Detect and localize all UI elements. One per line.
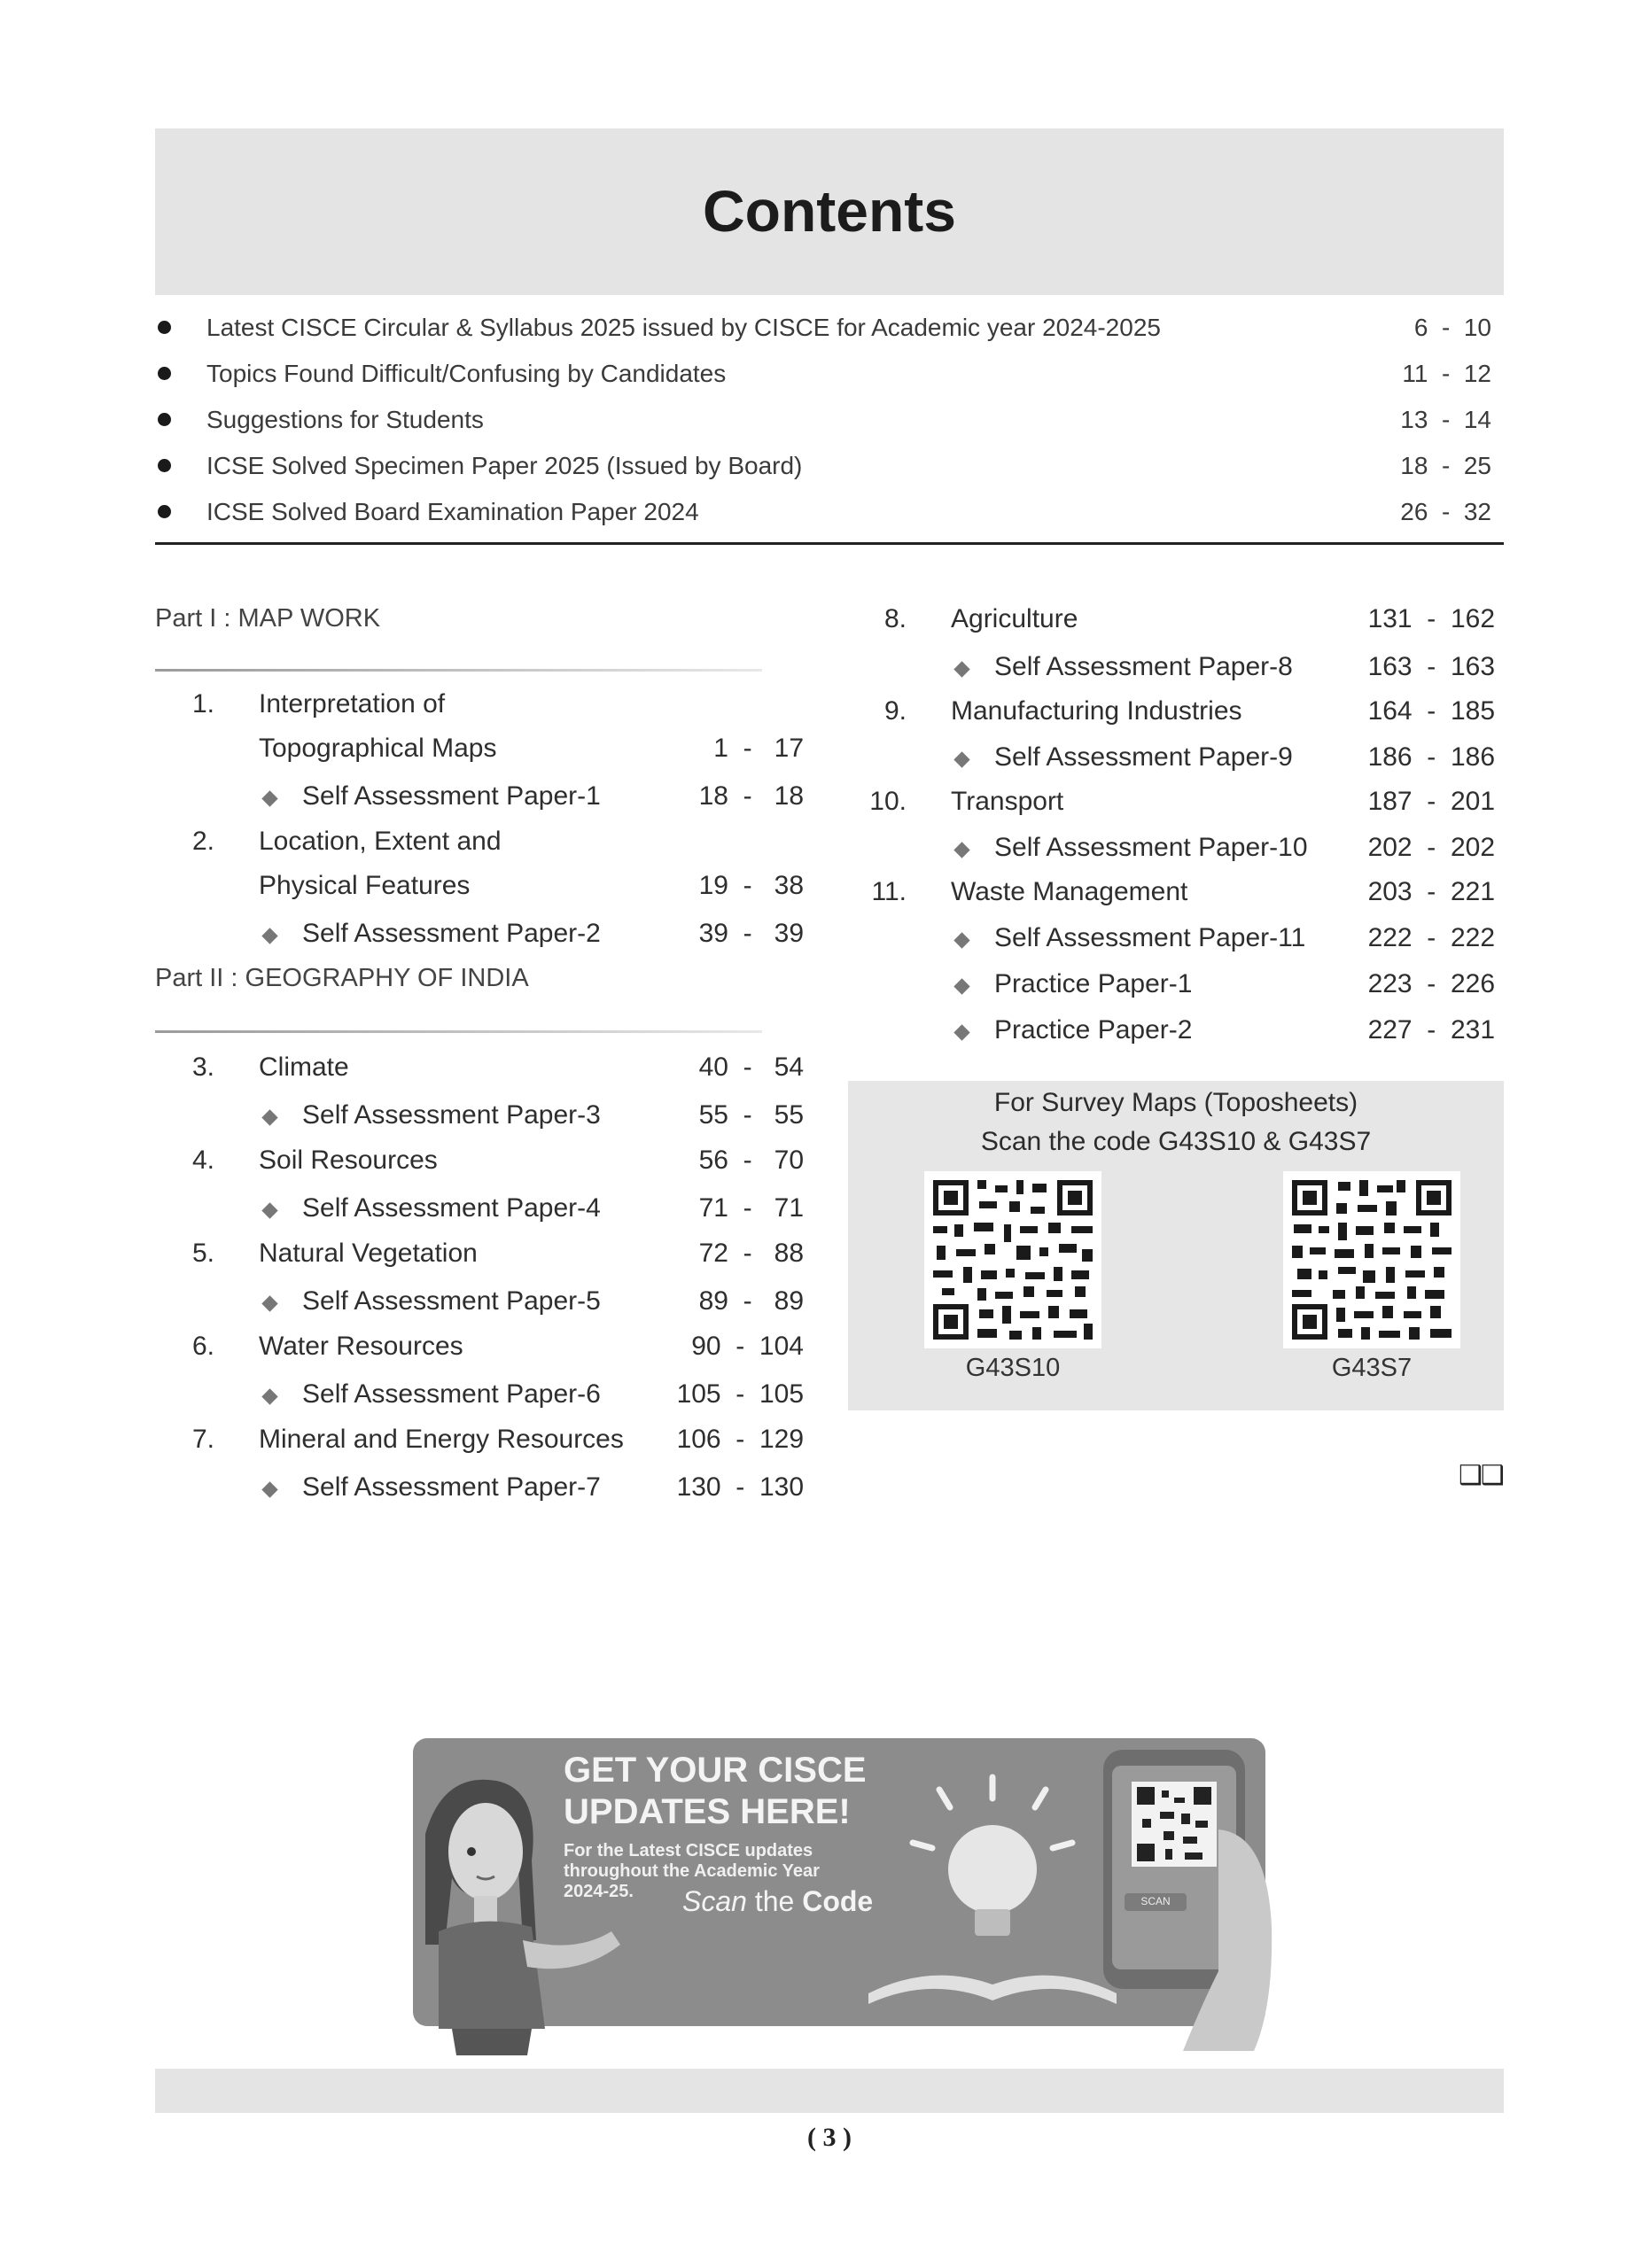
list-item[interactable] — [155, 445, 1504, 491]
page-title: Contents — [703, 178, 956, 244]
paper-pages: 89 - 89 — [698, 1286, 804, 1316]
list-item[interactable] — [155, 491, 1504, 537]
self-assessment-paper-11[interactable]: Self Assessment Paper-11 — [994, 923, 1306, 952]
bullet-icon — [158, 367, 171, 380]
chapter-title[interactable]: Climate — [259, 1052, 349, 1082]
chapter-pages: 164 - 185 — [1367, 696, 1495, 726]
item-pages: 6 - 10 — [1413, 314, 1491, 341]
qr-label-g43s10: G43S10 — [965, 1354, 1061, 1382]
chapter-pages: 187 - 201 — [1367, 787, 1495, 816]
paper-pages: 39 - 39 — [698, 919, 804, 948]
chapter-pages: 19 - 38 — [698, 871, 804, 900]
scan-the-code-text — [682, 1885, 873, 1918]
chapter-pages: 56 - 70 — [698, 1146, 804, 1175]
item-pages: 18 - 25 — [1400, 452, 1491, 479]
diamond-bullet-icon — [261, 1202, 277, 1218]
list-item[interactable] — [155, 353, 1504, 399]
chapter-title-cont[interactable]: Topographical Maps — [259, 734, 497, 763]
survey-instruction: Scan the code G43S10 & G43S7 — [980, 1127, 1372, 1156]
diamond-bullet-icon — [261, 1388, 277, 1404]
diamond-bullet-icon — [953, 842, 969, 858]
paper-pages: 130 - 130 — [676, 1472, 804, 1502]
chapter-number: 1. — [191, 689, 214, 718]
self-assessment-paper-9[interactable]: Self Assessment Paper-9 — [994, 742, 1293, 772]
part-heading-geography: Part II : GEOGRAPHY OF INDIA — [155, 964, 529, 992]
diamond-bullet-icon — [261, 1481, 277, 1497]
self-assessment-paper-3[interactable]: Self Assessment Paper-3 — [302, 1100, 601, 1130]
item-label: Latest CISCE Circular & Syllabus 2025 issued by CISCE for Academic year 2024-2025 — [206, 314, 1161, 341]
item-label: Topics Found Difficult/Confusing by Candidates — [206, 360, 727, 387]
self-assessment-paper-7[interactable]: Self Assessment Paper-7 — [302, 1472, 601, 1502]
diamond-bullet-icon — [953, 661, 969, 677]
paper-pages: 55 - 55 — [698, 1100, 804, 1130]
banner-headline-line1: GET YOUR CISCE — [564, 1751, 867, 1790]
chapter-title[interactable]: Natural Vegetation — [259, 1239, 478, 1268]
chapter-title-cont[interactable]: Physical Features — [259, 871, 471, 900]
survey-heading: For Survey Maps (Toposheets) — [993, 1088, 1358, 1117]
paper-pages: 18 - 18 — [698, 781, 804, 811]
diamond-bullet-icon — [953, 932, 969, 948]
chapter-pages: 203 - 221 — [1367, 877, 1495, 906]
chapter-number: 10. — [869, 787, 907, 816]
chapter-pages: 1 - 17 — [713, 734, 804, 763]
self-assessment-paper-4[interactable]: Self Assessment Paper-4 — [302, 1193, 601, 1223]
practice-paper-2[interactable]: Practice Paper-2 — [994, 1015, 1193, 1045]
phone-scan-button[interactable]: SCAN — [1140, 1895, 1171, 1907]
chapter-number: 5. — [191, 1239, 214, 1268]
chapter-number: 6. — [191, 1332, 214, 1361]
chapter-number: 11. — [871, 877, 907, 906]
chapter-number: 8. — [883, 604, 907, 633]
banner-subtext-line2: throughout the Academic Year — [564, 1861, 820, 1881]
end-mark: ❑❑ — [1459, 1461, 1503, 1490]
code-word: Code — [802, 1885, 874, 1917]
qr-code-g43s10[interactable] — [924, 1171, 1101, 1348]
diamond-bullet-icon — [261, 928, 277, 944]
diamond-bullet-icon — [953, 751, 969, 767]
item-label: ICSE Solved Specimen Paper 2025 (Issued by Board) — [206, 452, 803, 479]
chapter-pages: 106 - 129 — [676, 1425, 804, 1454]
diamond-bullet-icon — [261, 790, 277, 806]
chapter-pages: 131 - 162 — [1367, 604, 1495, 633]
banner-subtext-line1: For the Latest CISCE updates — [564, 1841, 813, 1860]
chapter-title[interactable]: Mineral and Energy Resources — [259, 1425, 624, 1454]
chapter-number: 7. — [191, 1425, 214, 1454]
paper-pages: 222 - 222 — [1367, 923, 1495, 952]
item-pages: 13 - 14 — [1400, 406, 1491, 433]
item-pages: 11 - 12 — [1402, 360, 1491, 387]
chapter-title[interactable]: Waste Management — [951, 877, 1188, 906]
chapter-title[interactable]: Location, Extent and — [259, 827, 502, 856]
chapter-title[interactable]: Interpretation of — [259, 689, 446, 718]
list-item[interactable] — [155, 399, 1504, 445]
footer-band — [155, 2069, 1504, 2113]
self-assessment-paper-6[interactable]: Self Assessment Paper-6 — [302, 1379, 601, 1409]
item-pages: 26 - 32 — [1400, 498, 1491, 525]
paper-pages: 202 - 202 — [1367, 833, 1495, 862]
chapter-title[interactable]: Manufacturing Industries — [951, 696, 1242, 726]
chapter-pages: 40 - 54 — [698, 1052, 804, 1082]
page-number: ( 3 ) — [807, 2123, 852, 2152]
chapter-number: 2. — [191, 827, 214, 856]
chapter-pages: 72 - 88 — [698, 1239, 804, 1268]
chapter-title[interactable]: Water Resources — [259, 1332, 463, 1361]
banner-headline — [564, 1750, 867, 1833]
part-divider — [155, 669, 762, 672]
banner-subtext-line3: 2024-25. — [564, 1882, 634, 1901]
self-assessment-paper-2[interactable]: Self Assessment Paper-2 — [302, 919, 601, 948]
self-assessment-paper-10[interactable]: Self Assessment Paper-10 — [994, 833, 1308, 862]
practice-paper-1[interactable]: Practice Paper-1 — [994, 969, 1193, 998]
top-contents-list — [155, 307, 1504, 537]
bullet-icon — [158, 505, 171, 518]
chapter-title[interactable]: Agriculture — [951, 604, 1078, 633]
chapter-number: 3. — [191, 1052, 214, 1082]
chapter-title[interactable]: Soil Resources — [259, 1146, 438, 1175]
scan-word: Scan — [682, 1885, 747, 1917]
paper-pages: 227 - 231 — [1367, 1015, 1495, 1045]
diamond-bullet-icon — [953, 1024, 969, 1040]
divider — [155, 542, 1504, 545]
paper-pages: 105 - 105 — [676, 1379, 804, 1409]
self-assessment-paper-5[interactable]: Self Assessment Paper-5 — [302, 1286, 601, 1316]
diamond-bullet-icon — [261, 1109, 277, 1125]
bullet-icon — [158, 459, 171, 472]
item-label: Suggestions for Students — [206, 406, 484, 433]
item-label: ICSE Solved Board Examination Paper 2024 — [206, 498, 699, 525]
the-word: the — [754, 1885, 795, 1917]
paper-pages: 163 - 163 — [1367, 652, 1495, 681]
self-assessment-paper-1[interactable]: Self Assessment Paper-1 — [302, 781, 601, 811]
part-heading-map-work: Part I : MAP WORK — [155, 604, 381, 633]
chapter-number: 4. — [191, 1146, 214, 1175]
banner-headline-line2: UPDATES HERE! — [564, 1792, 851, 1831]
bullet-icon — [158, 413, 171, 426]
qr-label-g43s7: G43S7 — [1331, 1354, 1413, 1382]
diamond-bullet-icon — [261, 1295, 277, 1311]
paper-pages: 71 - 71 — [698, 1193, 804, 1223]
part-divider — [155, 1030, 762, 1033]
chapter-title[interactable]: Transport — [951, 787, 1064, 816]
chapter-pages: 90 - 104 — [691, 1332, 804, 1361]
paper-pages: 223 - 226 — [1367, 969, 1495, 998]
diamond-bullet-icon — [953, 978, 969, 994]
paper-pages: 186 - 186 — [1367, 742, 1495, 772]
self-assessment-paper-8[interactable]: Self Assessment Paper-8 — [994, 652, 1293, 681]
list-item[interactable] — [155, 307, 1504, 353]
chapter-number: 9. — [883, 696, 907, 726]
qr-code-g43s7[interactable] — [1283, 1171, 1460, 1348]
bullet-icon — [158, 321, 171, 334]
